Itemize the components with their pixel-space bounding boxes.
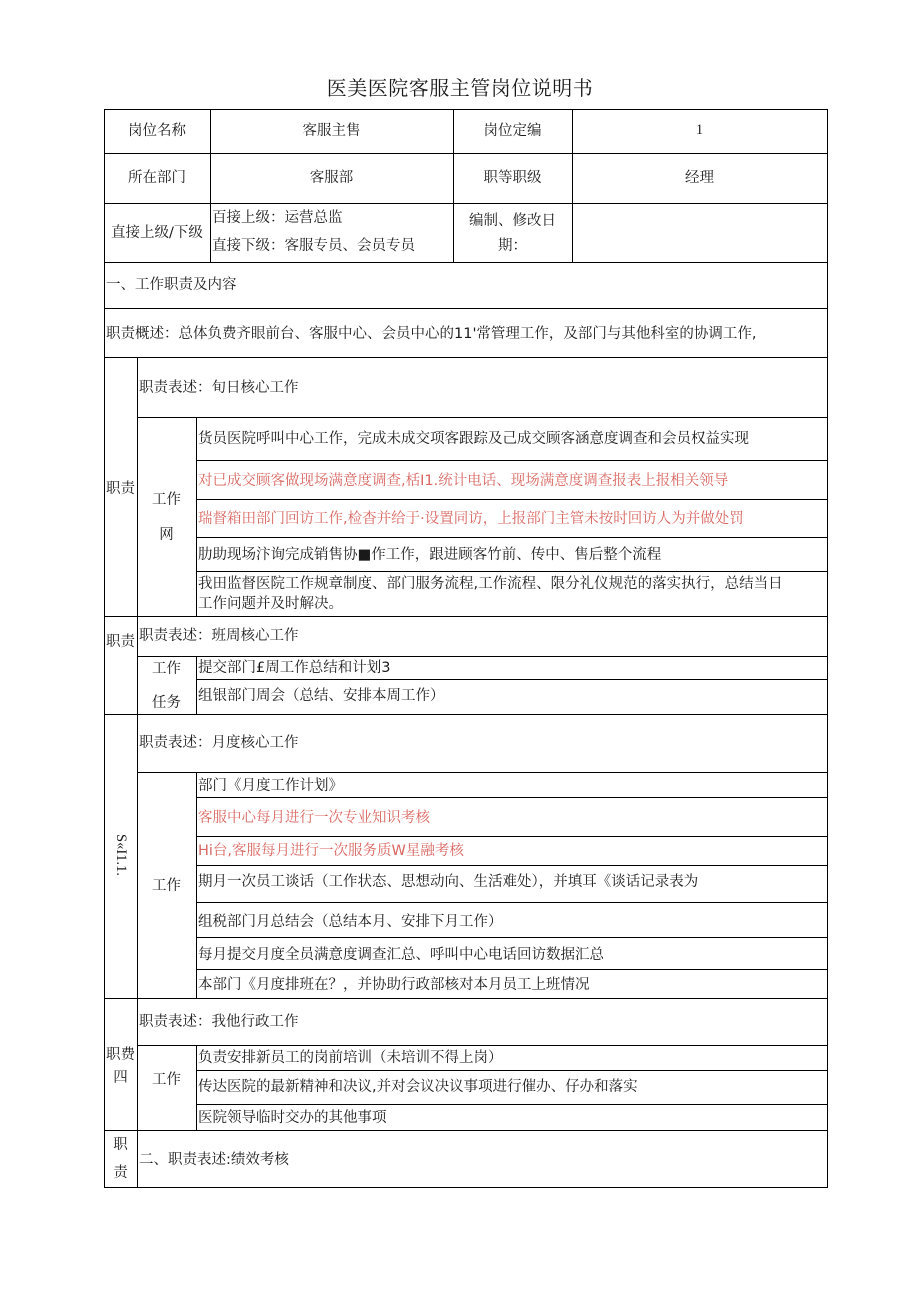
table-border <box>196 499 828 500</box>
table-border <box>104 262 828 263</box>
position-name-value: 客服主售 <box>302 123 361 139</box>
block-3-item: 本部门《月度排班在？，并协助行政部核对本月员工上班情况 <box>198 977 590 993</box>
block-1-item: 货员医院呼叫中心工作，完成未成交项客跟踪及己成交顾客涵意度调查和会员权益实现 <box>198 431 749 447</box>
block-4-item: 医院领导临时交办的其他事项 <box>198 1110 387 1126</box>
table-border <box>196 1104 828 1105</box>
table-border <box>196 417 197 616</box>
document-title: 医美医院客服主管岗位说明书 <box>326 76 594 100</box>
table-border <box>196 937 828 938</box>
block-1-item: 我田监督医院工作规章制度、部门服务流程,工作流程、限分礼仪规范的落实执行，总结当日 <box>198 576 783 592</box>
block-2-description: 职责表述：班周核心工作 <box>139 628 299 644</box>
block-4-description: 职责表述：我他行政工作 <box>139 1014 299 1030</box>
block-4-sub-label: 工作 <box>152 1072 181 1088</box>
table-border <box>104 616 828 617</box>
table-border <box>196 1070 828 1071</box>
grade-label: 职等职级 <box>483 170 542 186</box>
block-3-description: 职责表述：月度核心工作 <box>139 735 299 751</box>
block-3-item: 组税部门月总结会（总结本月、安排下月工作） <box>198 914 503 930</box>
table-border <box>196 571 828 572</box>
block-1-description: 职责表述：旬日核心工作 <box>139 380 299 396</box>
table-border <box>137 1045 828 1046</box>
position-quota-label: 岗位定编 <box>483 123 542 139</box>
table-border <box>104 1187 828 1188</box>
block-1-item: 对已成交顾客做现场满意度调查,栝I1.统计电话、现场满意度调查报表上报相关领导 <box>198 473 729 489</box>
block-4-item: 传达医院的最新精神和决议,并对会议决议事项进行催办、仔办和落实 <box>198 1079 638 1095</box>
block-2-item: 提交部门£周工作总结和计划3 <box>198 660 391 676</box>
table-border <box>196 902 828 903</box>
block-4-side-label-line-2: 四 <box>113 1070 128 1086</box>
table-border <box>104 357 828 358</box>
table-border <box>196 656 197 714</box>
table-border <box>196 797 828 798</box>
block-2-item: 组银部门周会（总结、安排本周工作） <box>198 688 445 704</box>
table-border <box>196 969 828 970</box>
block-3-item: 客服中心每月进行一次专业知识考核 <box>198 810 430 826</box>
block-3-item: 期月一次员工谈话（工作状态、思想动向、生活难处），并填耳《谈话记录表为 <box>198 874 699 890</box>
table-border <box>196 865 828 866</box>
block-3-side-label: S«I1.1. <box>113 834 129 876</box>
superior-line-2: 直接下级：客服专员、会员专员 <box>212 238 415 254</box>
block-5-side-label-line-2: 责 <box>113 1165 128 1181</box>
block-1-item: 肋助现场汴询完成销售协■作工作，跟进顾客竹前、传中、售后整个流程 <box>198 547 662 563</box>
table-border <box>196 460 828 461</box>
block-1-sub-label-line-2: 网 <box>159 527 174 543</box>
block-5-side-label-line-1: 职 <box>113 1137 128 1153</box>
department-value: 客服部 <box>309 170 354 186</box>
block-3-sub-label: 工作 <box>152 878 181 894</box>
table-border <box>104 998 828 999</box>
table-border <box>196 772 197 998</box>
block-1-item: 瑞督箱田部门回访工作,检杳并给于·设置同访，上报部门主管未按时回访人为并做处罚 <box>198 511 744 527</box>
table-border <box>104 153 828 154</box>
block-5-description: 二、职责表述:绩效考核 <box>139 1152 289 1168</box>
duty-overview: 职责概述：总体负费齐眼前台、客服中心、会员中心的11'常管理工作，及部门与其他科室的协调工作, <box>106 326 757 342</box>
position-quota-value: 1 <box>695 122 704 138</box>
department-label: 所在部门 <box>128 170 186 186</box>
edit-date-label-line-2: 期： <box>498 238 527 254</box>
block-1-side-label: 职责 <box>106 481 135 497</box>
block-2-sub-label-line-2: 任务 <box>152 695 181 711</box>
table-border <box>104 203 828 204</box>
grade-value: 经理 <box>685 170 714 186</box>
edit-date-label-line-1: 编制、修改日 <box>469 213 556 229</box>
section-1-title: 一、工作职责及内容 <box>106 277 237 293</box>
block-4-side-label-line-1: 职费 <box>106 1047 135 1063</box>
table-border <box>104 714 828 715</box>
table-border <box>827 109 828 1188</box>
table-border <box>137 772 828 773</box>
block-3-item: 每月提交月度全员满意度调查汇总、呼叫中心电话回访数据汇总 <box>198 947 604 963</box>
table-border <box>196 537 828 538</box>
position-name-label: 岗位名称 <box>128 123 186 139</box>
block-1-sub-label-line-1: 工作 <box>152 492 181 508</box>
table-border <box>137 357 138 1187</box>
block-2-sub-label-line-1: 工作 <box>152 661 181 677</box>
superior-line-1: 百接上级：运营总监 <box>212 210 343 226</box>
table-border <box>196 679 828 680</box>
table-border <box>104 1130 828 1131</box>
superior-label: 直接上级/下级 <box>111 225 203 241</box>
table-border <box>104 308 828 309</box>
block-3-item: Hi台,客服每月进行一次服务质W星融考核 <box>198 843 464 859</box>
table-border <box>196 836 828 837</box>
block-4-item: 负责安排新员工的岗前培训（未培训不得上岗） <box>198 1050 503 1066</box>
table-border <box>104 109 828 110</box>
block-1-item: 工作问题并及时解决。 <box>198 596 343 612</box>
table-border <box>196 1045 197 1130</box>
table-border <box>137 656 828 657</box>
table-border <box>137 417 828 418</box>
block-2-side-label: 职责 <box>106 634 135 650</box>
block-3-item: 部门《月度工作计划》 <box>198 778 343 794</box>
